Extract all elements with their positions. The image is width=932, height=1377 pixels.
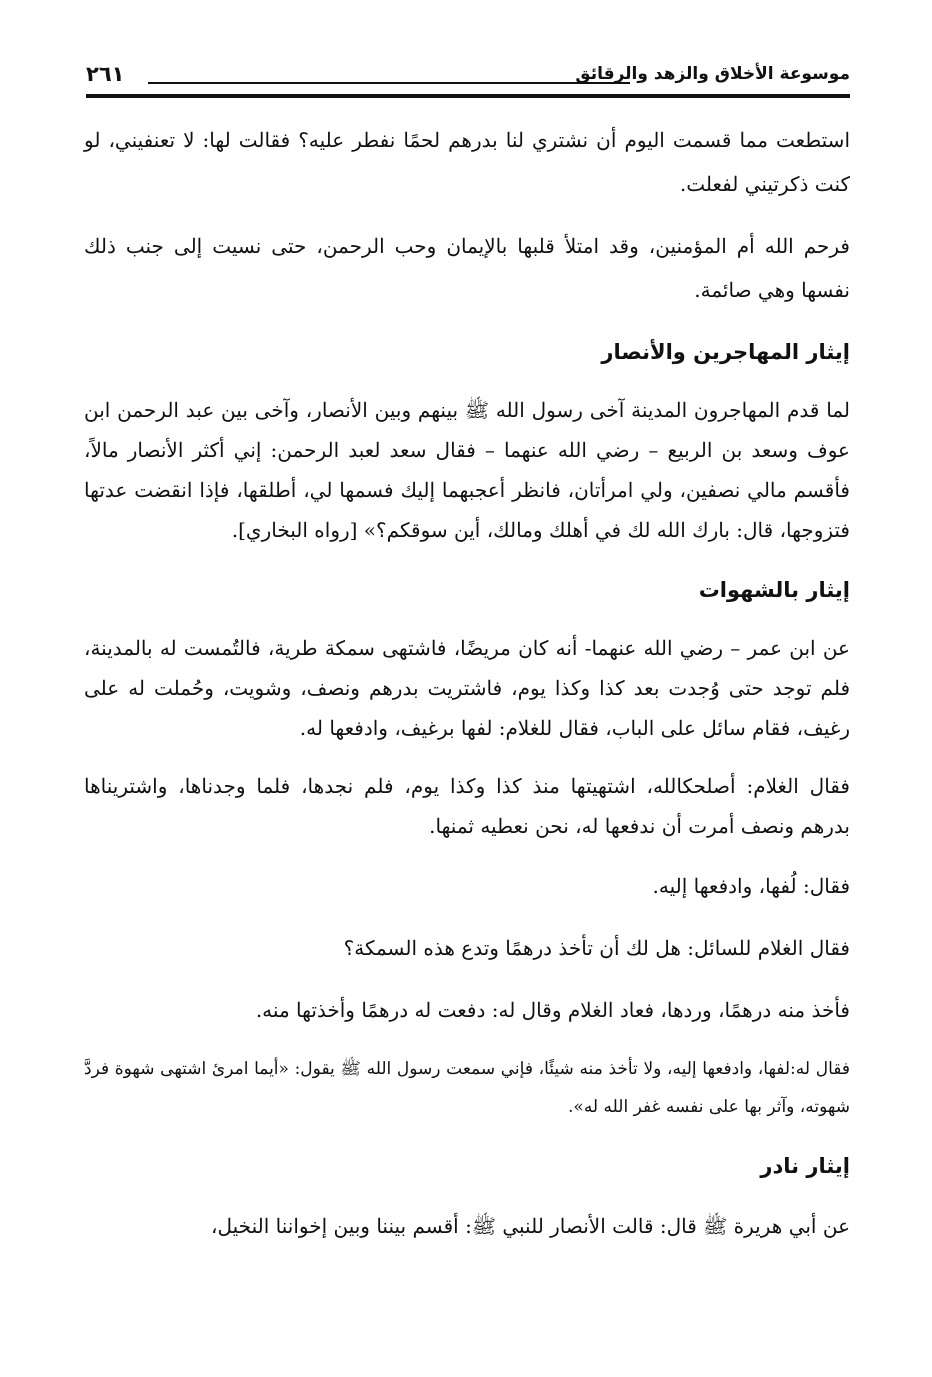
paragraph-2: فرحم الله أم المؤمنين، وقد امتلأ قلبها بالإيمان وحب الرحمن، حتى نسيت إلى جنب ذلك نفسها وهي صائمة. — [84, 234, 850, 302]
book-title: موسوعة الأخلاق والزهد والرقائق — [575, 64, 850, 84]
paragraph-10: عن أبي هريرة ﷺ قال: قالت الأنصار للنبي ﷺ: أقسم بيننا وبين إخواننا النخيل، — [211, 1214, 850, 1238]
paragraph-9: فقال له:لفها، وادفعها إليه، ولا تأخذ منه شيئًا، فإني سمعت رسول الله ﷺ يقول: «أيما امرئ اشتهى شهوة فردَّ شهوته، وآثر بها على نفسه غفر الله له». — [84, 1059, 850, 1117]
page-number: ٢٦١ — [86, 62, 125, 86]
paragraph-8: فأخذ منه درهمًا، وردها، فعاد الغلام وقال له: دفعت له درهمًا وأخذتها منه. — [255, 998, 850, 1022]
paragraph-3: لما قدم المهاجرون المدينة آخى رسول الله ﷺ بينهم وبين الأنصار، وآخى بين عبد الرحمن ابن عوف وسعد بن الربيع – رضي الله عنهما – فقال سعد لعبد الرحمن: إني أكثر الأنصار مالاً، فأقسم مالي نصفين، ولي امرأتان، فانظر أعجبهما إليك فسمها لي، أطلقها، فإذا انقضت عدتها فتزوجها، قال: بارك الله لك في أهلك ومالك، أين سوقكم؟» [رواه البخاري]. — [84, 398, 850, 542]
section-heading-muhajirun-ansar: إيثار المهاجرين والأنصار — [601, 340, 850, 364]
paragraph-4: عن ابن عمر – رضي الله عنهما- أنه كان مريضًا، فاشتهى سمكة طرية، فالتُمست له بالمدينة، فلم توجد حتى وُجدت بعد كذا وكذا يوم، فاشتريت بدرهم ونصف، وشويت، وحُملت له على رغيف، فقام سائل على الباب، فقال للغلام: لفها برغيف، وادفعها له. — [84, 636, 850, 740]
page-header — [86, 54, 850, 98]
header-rule — [148, 82, 630, 84]
paragraph-5: فقال الغلام: أصلحكالله، اشتهيتها منذ كذا وكذا يوم، فلم نجدها، فلما وجدناها، واشتريناها بدرهم ونصف أمرت أن ندفعها له، نحن نعطيه ثمنها. — [84, 774, 850, 838]
paragraph-6: فقال: لُفها، وادفعها إليه. — [652, 874, 850, 898]
paragraph-7: فقال الغلام للسائل: هل لك أن تأخذ درهمًا وتدع هذه السمكة؟ — [343, 936, 850, 960]
paragraph-1: استطعت مما قسمت اليوم أن نشتري لنا بدرهم لحمًا نفطر عليه؟ فقالت لها: لا تعنفيني، لو كنت ذكرتيني لفعلت. — [84, 128, 850, 196]
section-heading-nadir: إيثار نادر — [760, 1154, 850, 1178]
header-divider — [86, 94, 850, 98]
page-body — [84, 118, 850, 1266]
section-heading-shahawat: إيثار بالشهوات — [698, 578, 850, 602]
